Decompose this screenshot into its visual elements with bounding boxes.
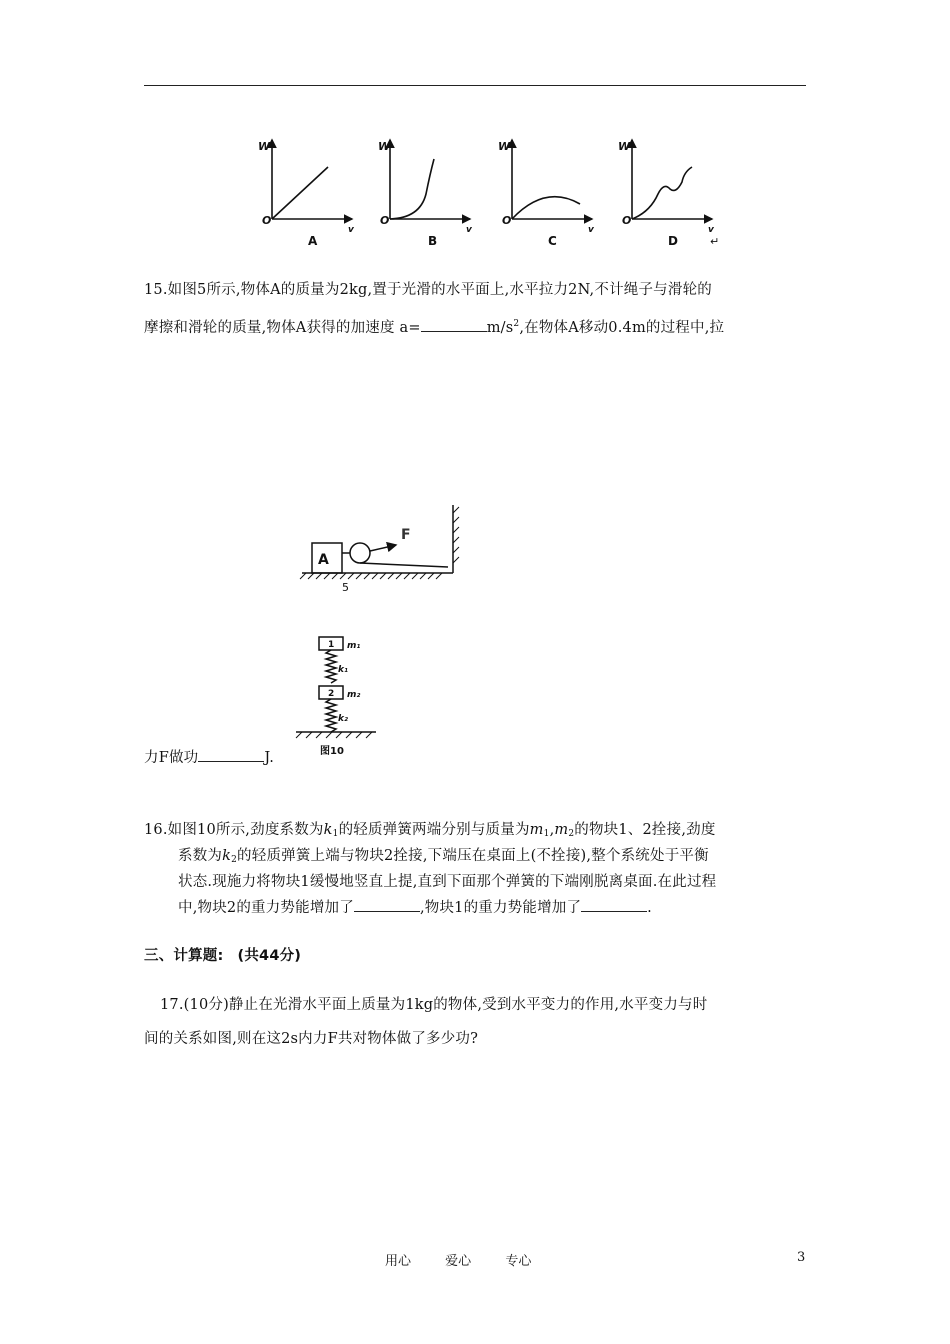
q15-accel-blank[interactable] [421,319,487,332]
spring-k1 [326,650,336,683]
graph-c-origin: O [502,214,512,227]
force-arrow [370,545,396,551]
page-number: 3 [797,1250,806,1265]
graph-b-curve [390,159,434,219]
graph-b-x-label: v [466,225,472,235]
return-mark: ↵ [710,235,720,248]
graph-a [272,140,352,219]
figure-5-caption: 5 [342,581,349,594]
section3-heading [144,944,301,965]
header-rule [144,85,806,86]
wv-graphs-figure [250,134,730,252]
rope-lower [360,563,448,567]
figure-10-springs [292,630,382,760]
graph-d-y-label: W [618,140,631,153]
q16-block1-blank[interactable] [581,899,647,912]
q15-line2: 摩擦和滑轮的质量,物体A获得的加速度 $a= m/s^2$,在物体A移动0.4m的过程中,拉 [144,319,725,336]
q16-line2: 系数为$k_2$的轻质弹簧上端与物块2拴接,下端压在桌面上(不拴接),整个系统处于平衡 [178,848,709,865]
block-a-label: A [318,552,329,568]
figure-5-pulley [298,503,464,595]
m2-label: m₂ [347,690,361,700]
graph-a-origin: O [262,214,272,227]
graph-d-origin: O [622,214,632,227]
q15-work-blank[interactable] [198,749,264,762]
spring-k2 [326,699,336,732]
graph-b [390,140,470,219]
force-label: F [401,527,411,543]
graph-a-y-label: W [258,140,271,153]
graph-b-label: B [428,234,438,248]
figure-10-caption: 图10 [320,746,344,757]
section3-title: 三、计算题: [144,948,224,964]
graph-c-label: C [548,234,557,248]
graph-d-x-label: v [708,225,714,235]
section3-score: (共44分) [237,948,302,964]
footer-item: 用心 [385,1254,412,1269]
footer-item: 爱心 [445,1254,472,1269]
graph-a-curve [272,167,328,219]
graph-c-curve [512,197,580,219]
graph-a-label: A [308,234,318,248]
pulley [350,543,370,563]
block-1-label: 1 [328,640,335,650]
graph-d [632,140,712,219]
q16-line4: 中,物块2的重力势能增加了 ,物块1的重力势能增加了 . [178,900,652,916]
k1-label: k₁ [338,665,348,675]
k2-label: k₂ [338,714,348,724]
q16-line1: 16.如图10所示,劲度系数为$k_1$的轻质弹簧两端分别与质量为$m_1,m_2$的物块1、2拴接,劲度 [144,822,716,839]
graph-b-y-label: W [378,140,391,153]
graph-c [512,140,592,219]
graph-c-y-label: W [498,140,511,153]
q15-line1: 15.如图5所示,物体A的质量为2kg,置于光滑的水平面上,水平拉力2N,不计绳子与滑轮的 [144,282,712,298]
graph-b-origin: O [380,214,390,227]
footer-item: 专心 [505,1254,532,1269]
graph-c-x-label: v [588,225,594,235]
block-2-label: 2 [328,689,335,699]
q17-line2: 间的关系如图,则在这2s内力F共对物体做了多少功? [144,1031,479,1047]
q16-line3: 状态.现施力将物块1缓慢地竖直上提,直到下面那个弹簧的下端刚脱离桌面.在此过程 [178,874,717,890]
graph-d-label: D [668,234,678,248]
graph-d-curve [632,167,692,219]
page-footer [385,1250,561,1269]
q15-line3: 力F做功 J. [144,750,275,766]
q17-line1: 17.(10分)静止在光滑水平面上质量为1kg的物体,受到水平变力的作用,水平变力与时 [160,997,708,1013]
m1-label: m₁ [347,641,361,651]
graph-a-x-label: v [348,225,354,235]
q16-block2-blank[interactable] [354,899,420,912]
